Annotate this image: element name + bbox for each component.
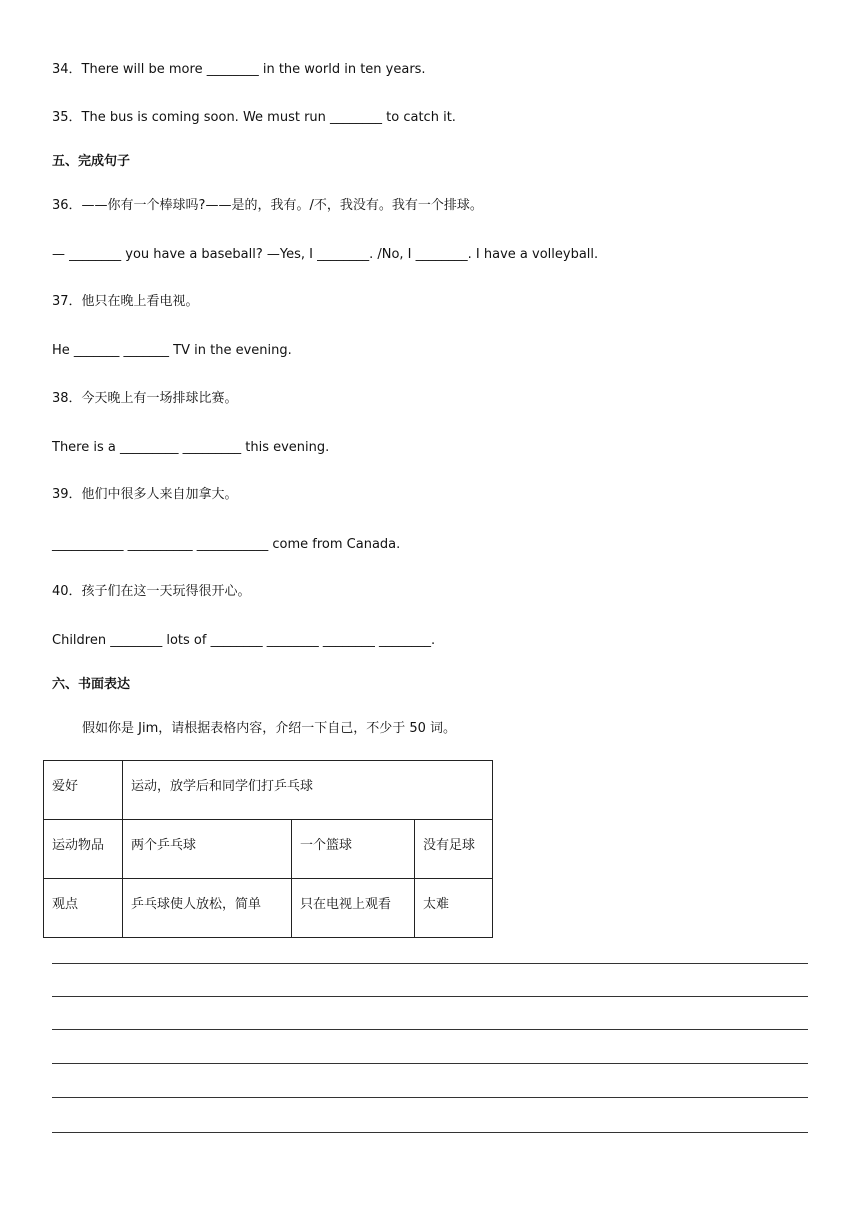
table-cell: 两个乒乓球 <box>123 820 292 879</box>
writing-line[interactable] <box>52 963 808 964</box>
question-37-english: He _______ _______ TV in the evening. <box>52 343 292 358</box>
table-cell: 观点 <box>44 879 123 938</box>
writing-line[interactable] <box>52 1063 808 1064</box>
table-cell: 没有足球 <box>415 820 493 879</box>
question-34: 34．There will be more ________ in the world in ten years. <box>52 62 426 77</box>
table-cell: 运动物品 <box>44 820 123 879</box>
table-row <box>44 879 493 938</box>
question-38-chinese: 38．今天晚上有一场排球比赛。 <box>52 391 238 406</box>
table-row <box>44 761 493 820</box>
question-39-chinese: 39．他们中很多人来自加拿大。 <box>52 487 238 502</box>
writing-instructions: 假如你是 Jim，请根据表格内容，介绍一下自己，不少于 50 词。 <box>82 721 457 736</box>
writing-line[interactable] <box>52 1132 808 1133</box>
question-35: 35．The bus is coming soon. We must run ________ to catch it. <box>52 110 456 125</box>
question-39-english: ___________ __________ ___________ come from Canada. <box>52 537 401 552</box>
section-heading-complete-sentences: 五、完成句子 <box>52 154 131 169</box>
table-cell: 爱好 <box>44 761 123 820</box>
table-cell: 乒乓球使人放松，简单 <box>123 879 292 938</box>
question-36-english: — ________ you have a baseball? —Yes, I ________. /No, I ________. I have a volleyball. <box>52 247 599 262</box>
writing-line[interactable] <box>52 996 808 997</box>
question-37-chinese: 37．他只在晚上看电视。 <box>52 294 199 309</box>
writing-line[interactable] <box>52 1097 808 1098</box>
question-36-chinese: 36．——你有一个棒球吗?——是的，我有。/不，我没有。我有一个排球。 <box>52 198 483 213</box>
table-cell: 一个篮球 <box>292 820 415 879</box>
question-40-english: Children ________ lots of ________ ________ ________ ________. <box>52 633 436 648</box>
table-cell: 运动，放学后和同学们打乒乓球 <box>123 761 493 820</box>
writing-line[interactable] <box>52 1029 808 1030</box>
question-38-english: There is a _________ _________ this evening. <box>52 440 330 455</box>
info-table <box>43 760 493 938</box>
table-cell: 太难 <box>415 879 493 938</box>
section-heading-writing: 六、书面表达 <box>52 677 131 692</box>
table-row <box>44 820 493 879</box>
table-cell: 只在电视上观看 <box>292 879 415 938</box>
question-40-chinese: 40．孩子们在这一天玩得很开心。 <box>52 584 251 599</box>
